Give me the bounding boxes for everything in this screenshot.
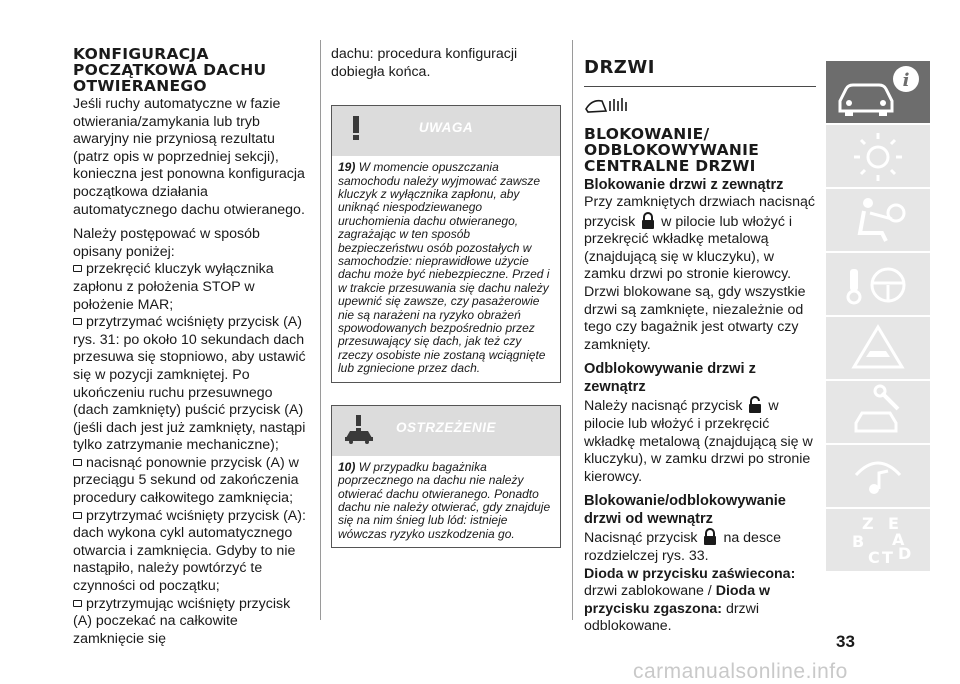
paragraph: Należy nacisnąć przycisk w pilocie lub włożyć i przekręcić wkładkę metalową (znajdującą się w kluczyku), w zamku drzwi po stronie kierowcy.: [584, 398, 813, 485]
tab-maintenance[interactable]: [826, 381, 930, 443]
svg-text:D: D: [898, 544, 912, 563]
paragraph: dachu: procedura konfiguracji dobiegła końca.: [331, 46, 518, 80]
lock-icon: [641, 212, 655, 229]
car-info-icon: [826, 61, 930, 123]
column-1: [73, 46, 310, 648]
paragraph: Jeśli ruchy automatyczne w fazie otwierania/zamykania lub tryb awaryjny nie przyniosą rezultatu (patrz opis w poprzedniej sekcji), konieczna jest ponowna konfiguracja początkowa działania automatycznego dachu otwieranego.: [73, 96, 305, 218]
svg-text:C: C: [868, 548, 880, 567]
column-divider-1: [320, 40, 321, 620]
svg-text:i: i: [902, 70, 910, 91]
watermark: carmanualsonline.info: [633, 660, 848, 683]
list-item: przytrzymując wciśnięty przycisk (A) poczekać na całkowite zamknięcie się: [73, 595, 291, 647]
page-number: 33: [836, 632, 855, 651]
media-music-icon: [826, 445, 930, 507]
column-3: [584, 55, 816, 636]
subheading-lock-inside: Blokowanie/odblokowywanie drzwi od wewnątrz: [584, 493, 786, 528]
svg-text:Z: Z: [862, 514, 874, 533]
caution-box-body: [332, 456, 560, 547]
bullet-icon: [73, 512, 82, 519]
tab-index[interactable]: [826, 509, 930, 571]
column-2: [331, 46, 561, 548]
tab-car-info[interactable]: [826, 61, 930, 123]
alphabet-index-icon: [826, 509, 930, 571]
section-title: DRZWI: [584, 57, 655, 78]
paragraph: Dioda w przycisku zaświecona: drzwi zablokowane / Dioda w przycisku zgaszona: drzwi odblokowane.: [584, 565, 796, 635]
door-sound-icon: [584, 95, 630, 115]
wrench-car-icon: [826, 381, 930, 443]
warning-box-header: [332, 106, 560, 156]
paragraph: Należy postępować w sposób opisany poniżej:: [73, 226, 260, 260]
svg-text:T: T: [882, 548, 893, 567]
list-item: nacisnąć ponownie przycisk (A) w przeciągu 5 sekund od zakończenia procedury całkowitego zamknięcia;: [73, 454, 299, 507]
subheading-unlock-outside: Odblokowywanie drzwi z zewnątrz: [584, 361, 756, 396]
heading-roof-config: KONFIGURACJA POCZĄTKOWA DACHU OTWIERANEGO: [73, 45, 267, 95]
caution-box: [331, 405, 561, 548]
bullet-icon: [73, 459, 82, 466]
tab-starting-driving[interactable]: [826, 253, 930, 315]
paragraph: Przy zamkniętych drzwiach nacisnąć przycisk w pilocie lub włożyć i przekręcić wkładkę metalową (znajdującą się w kluczyku), w zamku drzwi po stronie kierowcy. Drzwi blokowane są, gdy wszystkie drzwi są zamknięte, niezależnie od tego czy bagażnik jest otwarty czy zamknięty.: [584, 194, 816, 353]
bullet-icon: [73, 318, 82, 325]
tab-safety[interactable]: [826, 189, 930, 251]
subheading-lock-outside: Blokowanie drzwi z zewnątrz: [584, 177, 784, 193]
column-divider-2: [572, 40, 573, 620]
chapter-tabs: [826, 61, 930, 573]
key-wheel-icon: [826, 253, 930, 315]
unlock-icon: [748, 396, 762, 413]
caution-box-header: [332, 406, 560, 456]
note-number: 19): [338, 160, 356, 175]
svg-text:B: B: [852, 532, 865, 551]
bullet-icon: [73, 600, 82, 607]
list-item: przytrzymać wciśnięty przycisk (A) rys. 31: po około 10 sekundach dach przesuwa się stopniowo, aby ustawić się w pozycji zamkniętej. Po ukończeniu ruchu przesuwnego (dach zamknięty) puścić przycisk (A) (jeśli dach jest już zamknięty, nastąpi tylko zatrzymanie mechaniczne);: [73, 314, 306, 454]
svg-text:A: A: [892, 530, 905, 549]
warning-box-title: UWAGA: [418, 120, 474, 136]
warning-triangle-icon: [826, 317, 930, 379]
tab-emergency[interactable]: [826, 317, 930, 379]
tab-dashboard-lights[interactable]: [826, 125, 930, 187]
airbag-seat-icon: [826, 189, 930, 251]
list-item: przekręcić kluczyk wyłącznika zapłonu z położenia STOP w położenie MAR;: [73, 261, 274, 313]
bullet-icon: [73, 265, 82, 272]
tab-multimedia[interactable]: [826, 445, 930, 507]
paragraph: Nacisnąć przycisk na desce rozdzielczej rys. 33.: [584, 530, 782, 564]
lock-icon: [703, 528, 717, 545]
list-item: przytrzymać wciśnięty przycisk (A): dach wykona cykl automatycznego otwarcia i zamknięcia. Gdyby to nie nastąpiło, należy powtórzyć te czynności od początku;: [73, 507, 306, 595]
heading-central-locking: BLOKOWANIE/ ODBLOKOWYWANIE CENTRALNE DRZWI: [584, 125, 760, 175]
warning-box: [331, 105, 561, 383]
note-text: W przypadku bagażnika poprzecznego na dachu nie należy otwierać dachu otwieranego. Ponadto dachu nie należy otwierać, gdy znajduje się na nim śnieg lub lód: istnieje wówczas ryzyko uszkodzenia go.: [338, 459, 551, 541]
note-number: 10): [338, 459, 356, 474]
dashboard-lights-icon: [826, 125, 930, 187]
svg-text:E: E: [888, 514, 899, 533]
section-rule: [584, 86, 816, 87]
warning-box-body: [332, 156, 560, 382]
note-text: W momencie opuszczania samochodu należy wyjmować zawsze kluczyk z wyłącznika zapłonu, aby uniknąć niespodziewanego uruchomienia dachu otwieranego, zagrażając w ten sposób bezpieczeństwu osób pozostałych w samochodzie: nieprawidłowe użycie dachu może być niebezpieczne. Przed i w trakcie przesuwania się dachu należy upewnić się zawsze, czy pasażerowie nie są narażeni na ryzyko obrażeń spowodowanych bezpośrednio przez przesuwający się dach, jak też czy rzeczy osobiste nie zostaną wciągnięte lub zgniecione przez dach.: [338, 160, 550, 376]
caution-box-title: OSTRZEŻENIE: [395, 419, 496, 435]
